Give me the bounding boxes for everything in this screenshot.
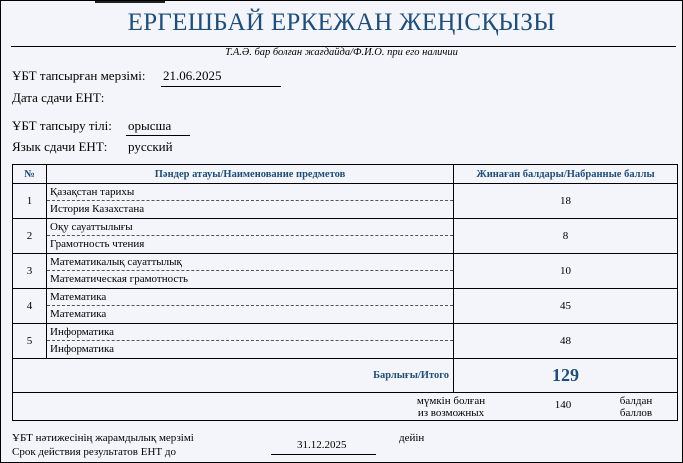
subject-ru: История Казахстана — [50, 203, 145, 215]
row-subject — [47, 219, 454, 254]
exam-lang-value-kz: орысша — [128, 118, 172, 133]
possible-value: 140 — [554, 399, 572, 411]
exam-lang-value-ru: русский — [128, 139, 173, 154]
table-header-row — [13, 165, 678, 184]
total-row — [13, 359, 678, 393]
row-num: 5 — [13, 324, 47, 359]
possible-row — [13, 393, 678, 421]
subject-kz: Қазақстан тарихы — [47, 184, 453, 201]
row-subject — [47, 184, 454, 219]
possible-cell — [13, 393, 678, 421]
header-subject: Пәндер атауы/Наименование предметов — [47, 165, 454, 184]
row-num: 4 — [13, 289, 47, 324]
full-name: ЕРГЕШБАЙ ЕРКЕЖАН ЖЕҢІСҚЫЗЫ — [127, 9, 556, 36]
exam-lang-label-ru: Язык сдачи ЕНТ: — [12, 139, 108, 154]
validity-suffix-kz: дейін — [399, 432, 425, 444]
row-num: 3 — [13, 254, 47, 289]
exam-lang-label-kz: ҰБТ тапсыру тілі: — [12, 118, 112, 133]
subject-ru: Грамотность чтения — [50, 238, 145, 250]
subject-kz: Информатика — [47, 324, 453, 341]
subject-ru: Математика — [50, 308, 107, 320]
table-row — [13, 324, 678, 359]
table-row — [13, 254, 678, 289]
row-score: 48 — [454, 324, 678, 359]
possible-label-kz: мүмкін болған — [416, 395, 486, 407]
row-score: 18 — [454, 184, 678, 219]
fio-caption: Т.А.Ә. бар болған жағдайда/Ф.И.О. при его наличии — [225, 47, 458, 58]
table-row — [13, 219, 678, 254]
subject-ru: Информатика — [50, 343, 115, 355]
possible-unit-kz: балдан — [619, 395, 653, 407]
top-rule — [95, 1, 165, 3]
row-subject — [47, 324, 454, 359]
header-score: Жинаған балдары/Набранные баллы — [454, 165, 678, 184]
exam-date-label-kz: ҰБТ тапсырған мерзімі: — [12, 68, 146, 83]
total-label: Барлығы/Итого — [13, 359, 454, 393]
subject-kz: Оқу сауаттылығы — [47, 219, 453, 236]
exam-lang-underline — [126, 135, 190, 136]
possible-unit — [611, 395, 661, 419]
subject-ru: Математическая грамотность — [50, 273, 189, 285]
table-row — [13, 289, 678, 324]
header-num: № — [13, 165, 47, 184]
row-subject — [47, 254, 454, 289]
row-score: 10 — [454, 254, 678, 289]
validity-label-kz: ҰБТ нәтижесінің жарамдылық мерзімі — [12, 432, 194, 444]
validity-label-ru: Срок действия результатов ЕНТ до — [12, 446, 176, 458]
row-score: 8 — [454, 219, 678, 254]
scores-table — [12, 164, 678, 421]
exam-date-underline — [161, 86, 281, 87]
subject-kz: Математика — [47, 289, 453, 306]
row-num: 2 — [13, 219, 47, 254]
exam-date-label-ru: Дата сдачи ЕНТ: — [12, 90, 105, 105]
validity-underline — [271, 454, 376, 455]
total-value: 129 — [454, 359, 678, 393]
row-score: 45 — [454, 289, 678, 324]
subject-kz: Математикалық сауаттылық — [47, 254, 453, 271]
possible-label — [401, 395, 501, 419]
row-num: 1 — [13, 184, 47, 219]
table-row — [13, 184, 678, 219]
possible-unit-ru: баллов — [619, 407, 653, 419]
row-subject — [47, 289, 454, 324]
possible-label-ru: из возможных — [417, 407, 485, 419]
validity-value: 31.12.2025 — [297, 439, 347, 451]
exam-date-value: 21.06.2025 — [163, 68, 222, 83]
